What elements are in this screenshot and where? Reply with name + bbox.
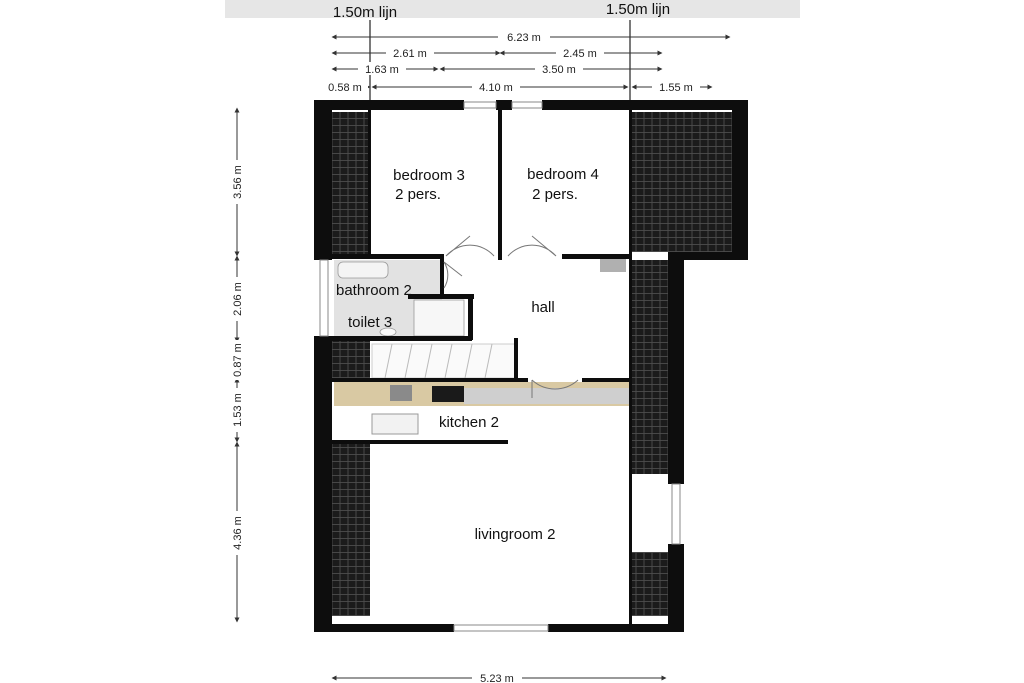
room-livingroom: livingroom 2: [474, 526, 556, 543]
dim-3-56: 3.56 m: [232, 165, 244, 199]
bottom-dimension: [334, 671, 664, 683]
dim-4-36: 4.36 m: [232, 516, 244, 550]
dim-2-45: 2.45 m: [563, 48, 597, 60]
staircase: [372, 344, 516, 378]
room-bedroom4-name: bedroom 4: [527, 166, 599, 183]
room-toilet: toilet 3: [348, 314, 393, 331]
room-bedroom3-name: bedroom 3: [393, 167, 465, 184]
top-dimension-labels: [322, 30, 700, 94]
dim-1-63: 1.63 m: [365, 64, 399, 76]
dim-2-06: 2.06 m: [232, 282, 244, 316]
dim-0-87: 0.87 m: [232, 343, 244, 377]
room-bedroom3-capacity: 2 pers.: [395, 186, 441, 203]
dim-5-23: 5.23 m: [480, 673, 514, 683]
dim-1-55: 1.55 m: [659, 82, 693, 94]
hall-appliance: [600, 258, 626, 272]
kitchen-table: [372, 414, 418, 434]
room-bedroom4-capacity: 2 pers.: [532, 186, 578, 203]
room-kitchen: kitchen 2: [438, 414, 500, 431]
top-bar: [225, 0, 800, 18]
dim-4-10: 4.10 m: [479, 82, 513, 94]
dim-2-61: 2.61 m: [393, 48, 427, 60]
bathtub: [338, 262, 388, 278]
room-bathroom: bathroom 2: [336, 282, 412, 299]
dim-3-50: 3.50 m: [542, 64, 576, 76]
kitchen-counter: [334, 382, 630, 406]
room-hall: hall: [531, 299, 555, 316]
dim-1-53: 1.53 m: [232, 393, 244, 427]
dim-0-58: 0.58 m: [328, 82, 362, 94]
dim-total-width: 6.23 m: [507, 32, 541, 44]
lijn-label-right: 1.50m lijn: [605, 1, 671, 18]
shower: [414, 300, 464, 336]
lijn-label-left: 1.50m lijn: [332, 4, 398, 21]
